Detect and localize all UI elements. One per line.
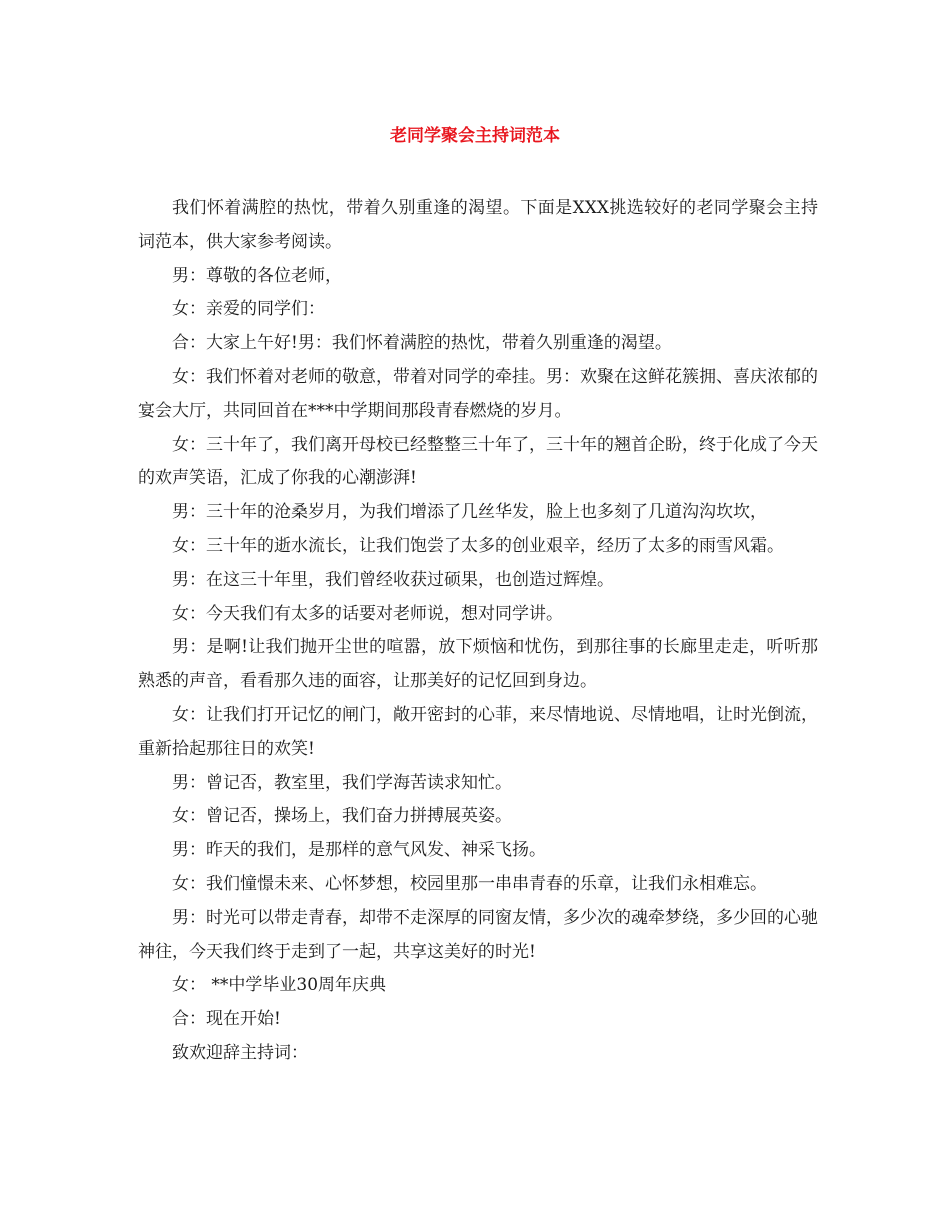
paragraph: 女：三十年的逝水流长，让我们饱尝了太多的创业艰辛，经历了太多的雨雪风霜。: [172, 535, 784, 556]
paragraph: 男：在这三十年里，我们曾经收获过硕果，也创造过辉煌。: [172, 569, 614, 590]
paragraph: 女：今天我们有太多的话要对老师说，想对同学讲。: [172, 603, 563, 624]
paragraph-intro: 我们怀着满腔的热忱，带着久别重逢的渴望。下面是XXX挑选较好的老同学聚会主持词范本，供大家参考阅读。: [138, 198, 818, 252]
paragraph: 女：亲爱的同学们：: [172, 299, 325, 320]
paragraph: 合：现在开始!: [172, 1009, 281, 1030]
paragraph: 女：曾记否，操场上，我们奋力拼搏展英姿。: [172, 806, 512, 827]
document-title: 老同学聚会主持词范本: [390, 126, 560, 146]
paragraph: 女：我们憧憬未来、心怀梦想，校园里那一串串青春的乐章，让我们永相难忘。: [172, 873, 767, 894]
paragraph: 合：大家上午好!男：我们怀着满腔的热忱，带着久别重逢的渴望。: [172, 333, 672, 354]
paragraph: 女：让我们打开记忆的闸门，敞开密封的心菲，来尽情地说、尽情地唱，让时光倒流，重新拾起那往日的欢笑!: [138, 704, 818, 759]
paragraph: 男：时光可以带走青春，却带不走深厚的同窗友情，多少次的魂牵梦绕，多少回的心驰神往，今天我们终于走到了一起，共享这美好的时光!: [138, 907, 818, 962]
paragraph: 女：三十年了，我们离开母校已经整整三十年了，三十年的翘首企盼，终于化成了今天的欢声笑语，汇成了你我的心潮澎湃!: [138, 434, 818, 489]
paragraph: 男：尊敬的各位老师，: [172, 265, 342, 286]
paragraph: 男：曾记否，教室里，我们学海苦读求知忙。: [172, 772, 512, 793]
paragraph: 男：昨天的我们，是那样的意气风发、神采飞扬。: [172, 840, 546, 861]
document-body: [138, 192, 818, 1071]
paragraph: 女： **中学毕业30周年庆典: [172, 975, 387, 996]
paragraph: 男：三十年的沧桑岁月，为我们增添了几丝华发，脸上也多刻了几道沟沟坎坎，: [172, 502, 767, 523]
paragraph: 女：我们怀着对老师的敬意，带着对同学的牵挂。男：欢聚在这鲜花簇拥、喜庆浓郁的宴会大厅，共同回首在***中学期间那段青春燃烧的岁月。: [138, 366, 818, 421]
paragraph: 男：是啊!让我们抛开尘世的喧嚣，放下烦恼和忧伤，到那往事的长廊里走走，听听那熟悉的声音，看看那久违的面容，让那美好的记忆回到身边。: [138, 637, 818, 692]
paragraph: 致欢迎辞主持词：: [172, 1042, 308, 1063]
